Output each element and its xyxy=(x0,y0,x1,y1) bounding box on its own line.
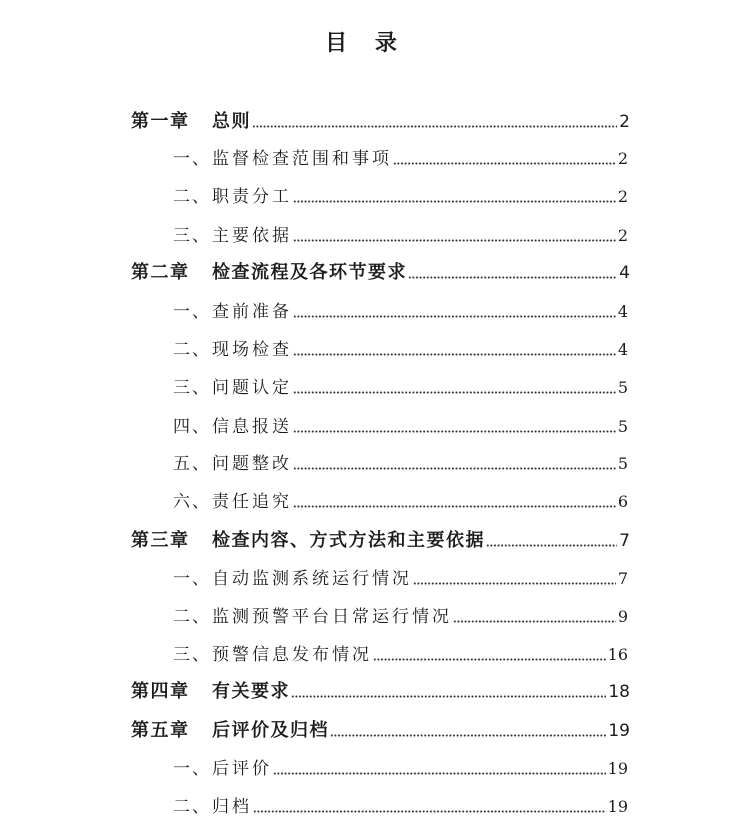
toc-section-entry xyxy=(173,757,628,781)
page-number: 2 xyxy=(617,149,628,168)
dot-leader xyxy=(252,125,617,128)
section-title: 后评价 xyxy=(212,759,272,779)
chapter-label: 第二章 xyxy=(131,262,190,283)
dot-leader xyxy=(293,353,616,356)
toc-section-entry xyxy=(173,490,628,514)
toc-section-entry xyxy=(173,605,628,629)
page-number: 5 xyxy=(617,417,628,436)
toc-section-entry xyxy=(173,643,628,667)
page-number: 7 xyxy=(619,531,630,551)
chapter-title: 总则 xyxy=(212,111,251,132)
section-label: 二、 xyxy=(173,187,211,207)
section-label: 二、 xyxy=(173,607,211,627)
toc-section-entry xyxy=(173,376,628,400)
toc-section-entry xyxy=(173,415,628,439)
section-title: 问题认定 xyxy=(212,378,292,398)
section-label: 二、 xyxy=(173,340,211,360)
page-number: 9 xyxy=(617,607,628,626)
dot-leader xyxy=(293,200,616,203)
toc-section-entry xyxy=(173,224,628,248)
toc-chapter-entry xyxy=(131,529,630,553)
page-number: 19 xyxy=(608,721,630,741)
page-number: 2 xyxy=(617,226,628,245)
toc-section-entry xyxy=(173,452,628,476)
dot-leader xyxy=(291,695,606,698)
dot-leader xyxy=(453,620,616,623)
section-title: 监测预警平台日常运行情况 xyxy=(212,607,452,627)
section-title: 自动监测系统运行情况 xyxy=(212,569,412,589)
toc-chapter-entry xyxy=(131,110,630,134)
dot-leader xyxy=(413,582,616,585)
dot-leader xyxy=(330,734,606,737)
section-label: 六、 xyxy=(173,492,211,512)
section-label: 三、 xyxy=(173,226,211,246)
page-number: 16 xyxy=(607,645,628,664)
page-number: 19 xyxy=(607,797,628,816)
toc-chapter-entry xyxy=(131,719,630,743)
toc-section-entry xyxy=(173,795,628,819)
section-label: 五、 xyxy=(173,454,211,474)
dot-leader xyxy=(293,430,616,433)
page-number: 4 xyxy=(617,340,628,359)
chapter-label: 第五章 xyxy=(131,720,190,741)
page-number: 19 xyxy=(607,759,628,778)
toc-chapter-entry xyxy=(131,680,630,704)
section-title: 问题整改 xyxy=(212,454,292,474)
section-label: 二、 xyxy=(173,797,211,817)
dot-leader xyxy=(293,315,616,318)
section-title: 责任追究 xyxy=(212,492,292,512)
dot-leader xyxy=(273,772,606,775)
dot-leader xyxy=(293,467,616,470)
dot-leader xyxy=(253,810,606,813)
section-label: 一、 xyxy=(173,302,211,322)
dot-leader xyxy=(486,544,617,547)
chapter-title: 有关要求 xyxy=(212,681,290,702)
section-label: 一、 xyxy=(173,569,211,589)
toc-section-entry xyxy=(173,185,628,209)
section-title: 现场检查 xyxy=(212,340,292,360)
dot-leader xyxy=(293,239,616,242)
chapter-title: 检查流程及各环节要求 xyxy=(212,262,407,283)
dot-leader xyxy=(393,162,616,165)
page-number: 6 xyxy=(617,492,628,511)
section-title: 预警信息发布情况 xyxy=(212,645,372,665)
section-title: 监督检查范围和事项 xyxy=(212,149,392,169)
section-label: 三、 xyxy=(173,378,211,398)
toc-section-entry xyxy=(173,300,628,324)
section-title: 查前准备 xyxy=(212,302,292,322)
section-label: 四、 xyxy=(173,417,211,437)
dot-leader xyxy=(408,276,617,279)
toc-section-entry xyxy=(173,147,628,171)
page-number: 18 xyxy=(608,682,630,702)
page-number: 2 xyxy=(619,112,630,132)
section-title: 信息报送 xyxy=(212,417,292,437)
section-title: 职责分工 xyxy=(212,187,292,207)
chapter-label: 第四章 xyxy=(131,681,190,702)
section-title: 主要依据 xyxy=(212,226,292,246)
dot-leader xyxy=(373,658,606,661)
toc-chapter-entry xyxy=(131,261,630,285)
chapter-label: 第三章 xyxy=(131,530,190,551)
dot-leader xyxy=(293,505,616,508)
toc-section-entry xyxy=(173,567,628,591)
chapter-title: 检查内容、方式方法和主要依据 xyxy=(212,530,485,551)
section-label: 一、 xyxy=(173,149,211,169)
toc-section-entry xyxy=(173,338,628,362)
chapter-title: 后评价及归档 xyxy=(212,720,329,741)
section-label: 三、 xyxy=(173,645,211,665)
page-number: 4 xyxy=(617,302,628,321)
page-number: 7 xyxy=(617,569,628,588)
toc-title: 目 录 xyxy=(325,31,399,56)
dot-leader xyxy=(293,391,616,394)
chapter-label: 第一章 xyxy=(131,111,190,132)
page-number: 2 xyxy=(617,187,628,206)
section-title: 归档 xyxy=(212,797,252,817)
section-label: 一、 xyxy=(173,759,211,779)
page-number: 4 xyxy=(619,263,630,283)
page-number: 5 xyxy=(617,454,628,473)
page-number: 5 xyxy=(617,378,628,397)
